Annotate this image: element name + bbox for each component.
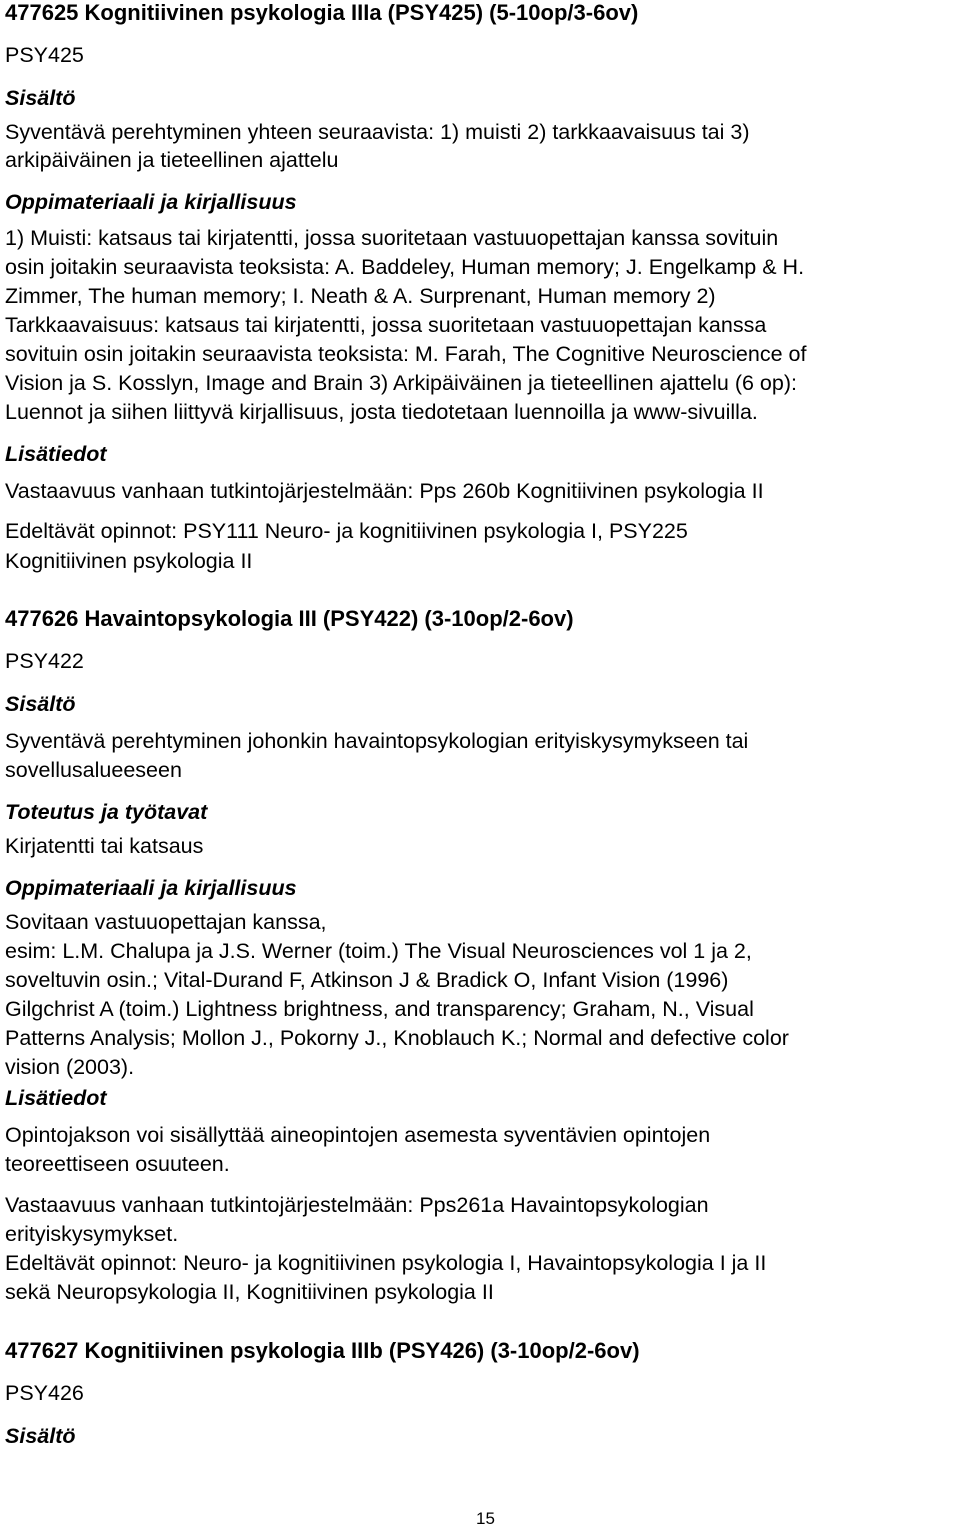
content-heading: Sisältö — [5, 86, 76, 110]
materials-line: Patterns Analysis; Mollon J., Pokorny J., Knoblauch K.; Normal and defective color — [5, 1026, 789, 1050]
content-line: Syventävä perehtyminen yhteen seuraavista: 1) muisti 2) tarkkaavaisuus tai 3) — [5, 120, 750, 144]
page-number: 15 — [476, 1509, 495, 1528]
materials-line: soveltuvin osin.; Vital-Durand F, Atkinson J & Bradick O, Infant Vision (1996) — [5, 968, 729, 992]
methods-heading: Toteutus ja työtavat — [5, 800, 208, 824]
info-line: Opintojakson voi sisällyttää aineopintojen asemesta syventävien opintojen — [5, 1123, 711, 1147]
course-code: PSY426 — [5, 1381, 84, 1405]
materials-line: Tarkkaavaisuus: katsaus tai kirjatentti, jossa suoritetaan vastuuopettajan kanssa — [5, 313, 767, 337]
materials-line: Luennot ja siihen liittyvä kirjallisuus, josta tiedotetaan luennoilla ja www-sivuilla. — [5, 400, 758, 424]
content-heading: Sisältö — [5, 692, 76, 716]
materials-line: sovituin osin joitakin seuraavista teoksista: M. Farah, The Cognitive Neuroscience of — [5, 342, 807, 366]
info-heading: Lisätiedot — [5, 1086, 107, 1110]
course-code: PSY422 — [5, 649, 84, 673]
course-title: 477627 Kognitiivinen psykologia IIIb (PSY426) (3-10op/2-6ov) — [5, 1338, 640, 1363]
materials-line: Zimmer, The human memory; I. Neath & A. Surprenant, Human memory 2) — [5, 284, 716, 308]
materials-line: Vision ja S. Kosslyn, Image and Brain 3) Arkipäiväinen ja tieteellinen ajattelu (6 op): — [5, 371, 797, 395]
methods-line: Kirjatentti tai katsaus — [5, 834, 204, 858]
materials-line: 1) Muisti: katsaus tai kirjatentti, jossa suoritetaan vastuuopettajan kanssa sovituin — [5, 226, 779, 250]
prereq-line: Edeltävät opinnot: PSY111 Neuro- ja kognitiivinen psykologia I, PSY225 — [5, 519, 688, 543]
prereq-line: sekä Neuropsykologia II, Kognitiivinen psykologia II — [5, 1280, 494, 1304]
materials-line: esim: L.M. Chalupa ja J.S. Werner (toim.) The Visual Neurosciences vol 1 ja 2, — [5, 939, 752, 963]
content-line: arkipäiväinen ja tieteellinen ajattelu — [5, 148, 339, 172]
info-line: Vastaavuus vanhaan tutkintojärjestelmään: Pps 260b Kognitiivinen psykologia II — [5, 479, 764, 503]
prereq-line: Edeltävät opinnot: Neuro- ja kognitiivinen psykologia I, Havaintopsykologia I ja II — [5, 1251, 767, 1275]
course-title: 477626 Havaintopsykologia III (PSY422) (3-10op/2-6ov) — [5, 606, 574, 631]
equivalence-line: Vastaavuus vanhaan tutkintojärjestelmään: Pps261a Havaintopsykologian — [5, 1193, 709, 1217]
course-title: 477625 Kognitiivinen psykologia IIIa (PSY425) (5-10op/3-6ov) — [5, 0, 639, 25]
course-code: PSY425 — [5, 43, 84, 67]
info-heading: Lisätiedot — [5, 442, 107, 466]
info-line: teoreettiseen osuuteen. — [5, 1152, 230, 1176]
materials-heading: Oppimateriaali ja kirjallisuus — [5, 876, 297, 900]
materials-line: Gilgchrist A (toim.) Lightness brightness, and transparency; Graham, N., Visual — [5, 997, 754, 1021]
materials-line: Sovitaan vastuuopettajan kanssa, — [5, 910, 327, 934]
equivalence-line: erityiskysymykset. — [5, 1222, 179, 1246]
content-heading: Sisältö — [5, 1424, 76, 1448]
materials-line: vision (2003). — [5, 1055, 135, 1079]
materials-heading: Oppimateriaali ja kirjallisuus — [5, 190, 297, 214]
prereq-line: Kognitiivinen psykologia II — [5, 549, 253, 573]
content-line: Syventävä perehtyminen johonkin havaintopsykologian erityiskysymykseen tai — [5, 729, 749, 753]
content-line: sovellusalueeseen — [5, 758, 182, 782]
materials-line: osin joitakin seuraavista teoksista: A. Baddeley, Human memory; J. Engelkamp & H. — [5, 255, 805, 279]
